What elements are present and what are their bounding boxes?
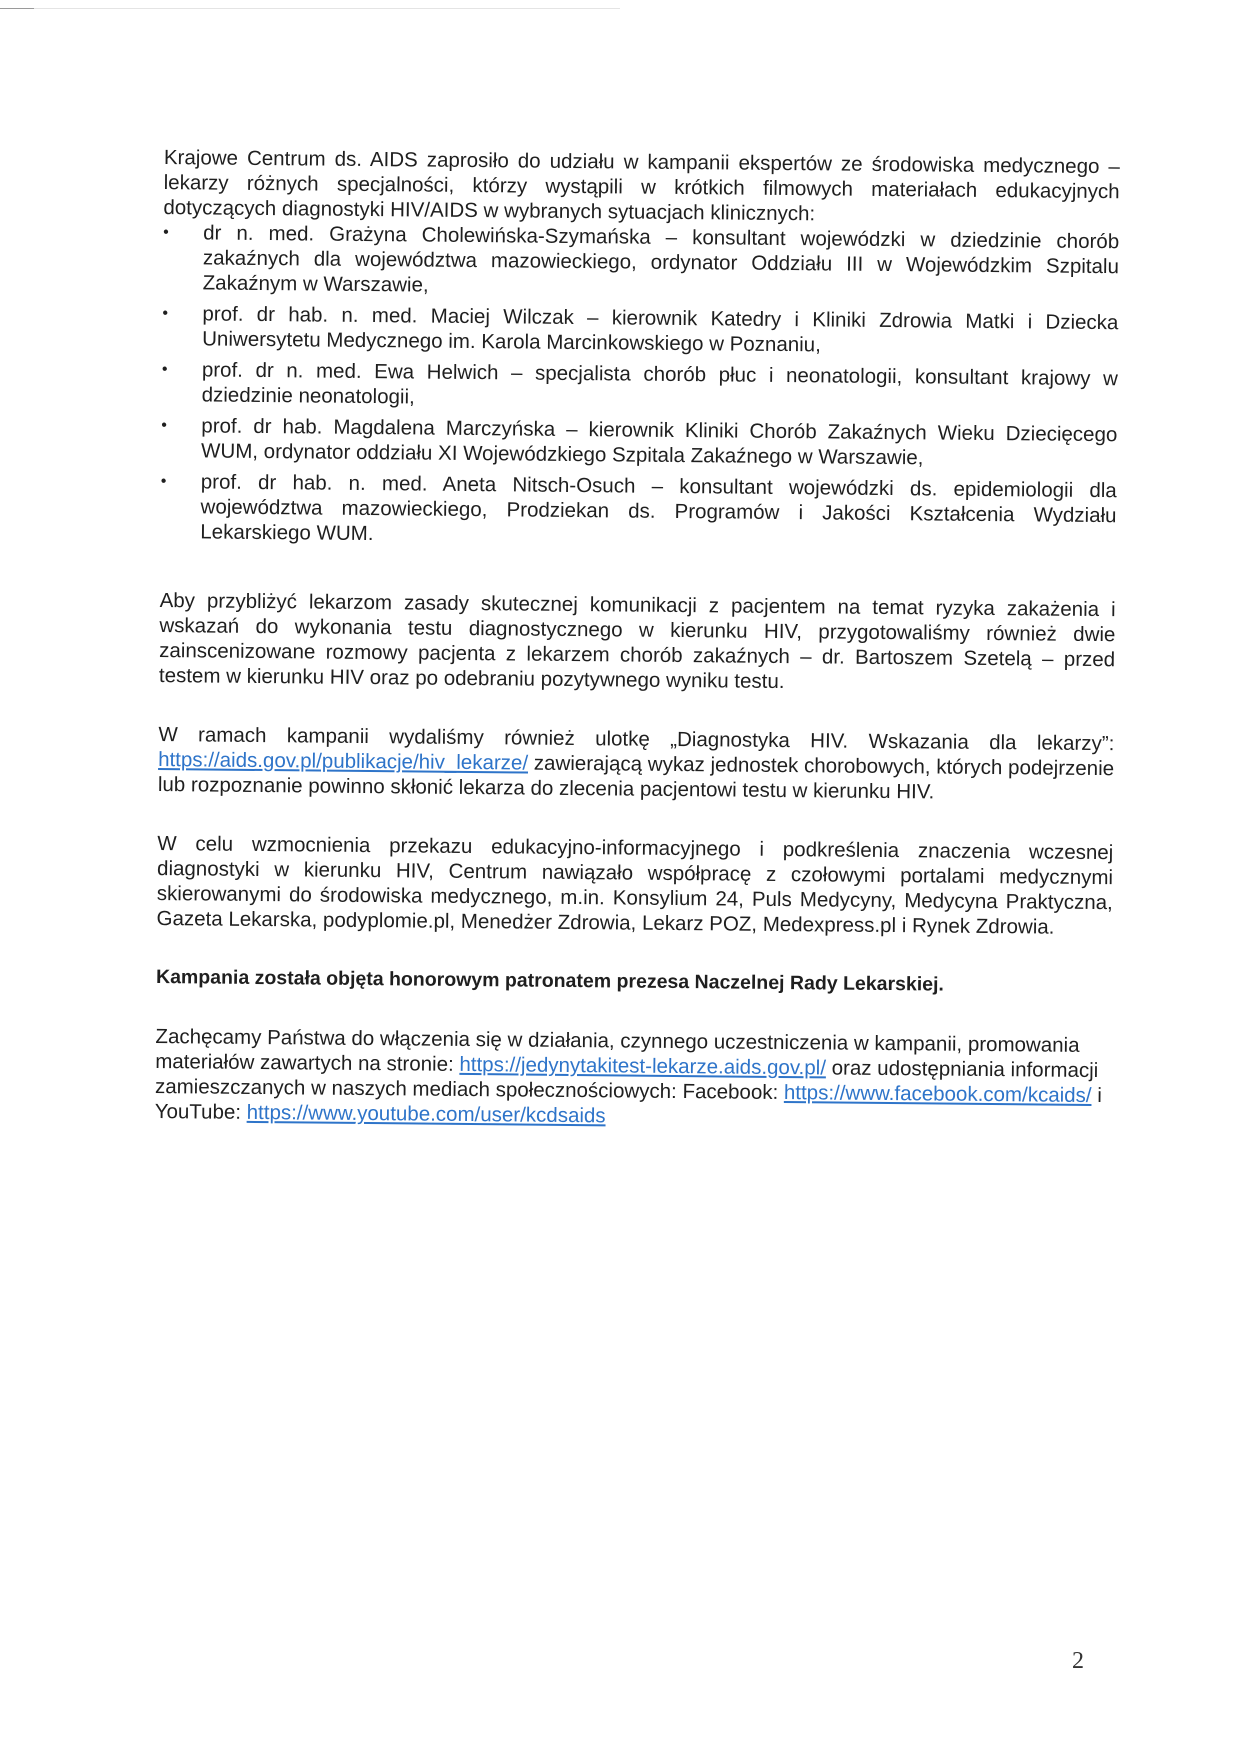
facebook-link[interactable]: https://www.facebook.com/kcaids/ <box>783 1081 1092 1107</box>
campaign-site-link[interactable]: https://jedynytakitest-lekarze.aids.gov.pl/ <box>459 1052 827 1080</box>
invite-text-3: i YouTube: <box>154 1083 1102 1124</box>
bullet-icon: • <box>160 473 167 491</box>
bullet-icon: • <box>161 361 168 379</box>
conversation-paragraph: Aby przybliżyć lekarzom zasady skutecznej komunikacji z pacjentem na temat ryzyka zakażenia i wskazań do wykonania testu diagnostycznego w kierunku HIV, przygotowaliśmy również dwie zainscenizowane rozmowy pacjenta z lekarzem chorób zakaźnych – dr. Bartoszem Szetelą – przed testem w kierunku HIV oraz po odebraniu pozytywnego wyniku testu. <box>158 589 1116 694</box>
invite-text-1: Zachęcamy Państwa do włączenia się w działania, czynnego uczestniczenia w kampanii, promowania materiałów zawartych na stronie: <box>155 1024 1080 1076</box>
page-number: 2 <box>1072 1648 1084 1674</box>
list-item <box>161 413 1117 472</box>
expert-text: dr n. med. Grażyna Cholewińska-Szymańska – konsultant wojewódzki w dziedzinie chorób zakaźnych dla województwa mazowieckiego, ordynator Oddziału III w Wojewódzkim Szpitalu Zakaźnym w Warszawie, <box>202 221 1120 297</box>
document-body <box>155 145 1120 1133</box>
list-item <box>162 301 1118 360</box>
invite-text-2: oraz udostępniania informacji zamieszczanych w naszych mediach społecznościowych: Facebook: <box>154 1056 1099 1105</box>
list-item <box>163 220 1120 304</box>
intro-paragraph: Krajowe Centrum ds. AIDS zaprosiło do udziału w kampanii ekspertów ze środowiska medycznego – lekarzy różnych specjalności, którzy wystąpili w krótkich filmowych materiałach edukacyjnych dotyczących diagnostyki HIV/AIDS w wybranych sytuacjach klinicznych: <box>163 146 1120 226</box>
expert-text: prof. dr n. med. Ewa Helwich – specjalista chorób płuc i neonatologii, konsultant krajowy w dziedzinie neonatologii, <box>201 358 1118 409</box>
list-item <box>162 357 1118 416</box>
bullet-icon: • <box>162 305 169 323</box>
leaflet-text-after: zawierającą wykaz jednostek chorobowych, których podejrzenie lub rozpoznanie powinno skłonić lekarza do zlecenia pacjentowi testu w kierunku HIV. <box>157 751 1115 804</box>
portals-paragraph: W celu wzmocnienia przekazu edukacyjno-informacyjnego i podkreślenia znaczenia wczesnej diagnostyki w kierunku HIV, Centrum nawiązało współpracę z czołowymi portalami medycznymi skierowanymi do środowiska medycznego, m.in. Konsylium 24, Puls Medycyny, Medycyna Praktyczna, Gazeta Lekarska, podyplomie.pl, Menedżer Zdrowia, Lekarz POZ, Medexpress.pl i Rynek Zdrowia. <box>156 832 1114 939</box>
bullet-icon: • <box>161 417 168 435</box>
youtube-link[interactable]: https://www.youtube.com/user/kcdsaids <box>246 1100 606 1128</box>
leaflet-link[interactable]: https://aids.gov.pl/publikacje/hiv_lekarze/ <box>158 748 529 775</box>
bullet-icon: • <box>163 224 169 242</box>
expert-text: prof. dr hab. n. med. Aneta Nitsch-Osuch – konsultant wojewódzki ds. epidemiologii dla województwa mazowieckiego, Prodziekan ds. Programów i Jakości Kształcenia Wydziału Lekarskiego WUM. <box>200 470 1117 546</box>
patronage-statement: Kampania została objęta honorowym patronatem prezesa Naczelnej Rady Lekarskiej. <box>155 966 944 996</box>
leaflet-paragraph <box>158 722 1115 806</box>
leaflet-text-before: W ramach kampanii wydaliśmy również ulotkę „Diagnostyka HIV. Wskazania dla lekarzy”: <box>158 723 1115 756</box>
invite-paragraph <box>155 1024 1112 1133</box>
expert-text: prof. dr hab. Magdalena Marczyńska – kierownik Kliniki Chorób Zakaźnych Wieku Dziecięcego WUM, ordynator oddziału XI Wojewódzkiego Szpitala Zakaźnego w Warszawie, <box>201 414 1118 470</box>
list-item <box>160 469 1117 553</box>
expert-text: prof. dr hab. n. med. Maciej Wilczak – kierownik Katedry i Kliniki Zdrowia Matki i Dziecka Uniwersytetu Medycznego im. Karola Marcinkowskiego w Poznaniu, <box>202 302 1119 357</box>
experts-list <box>160 220 1119 553</box>
